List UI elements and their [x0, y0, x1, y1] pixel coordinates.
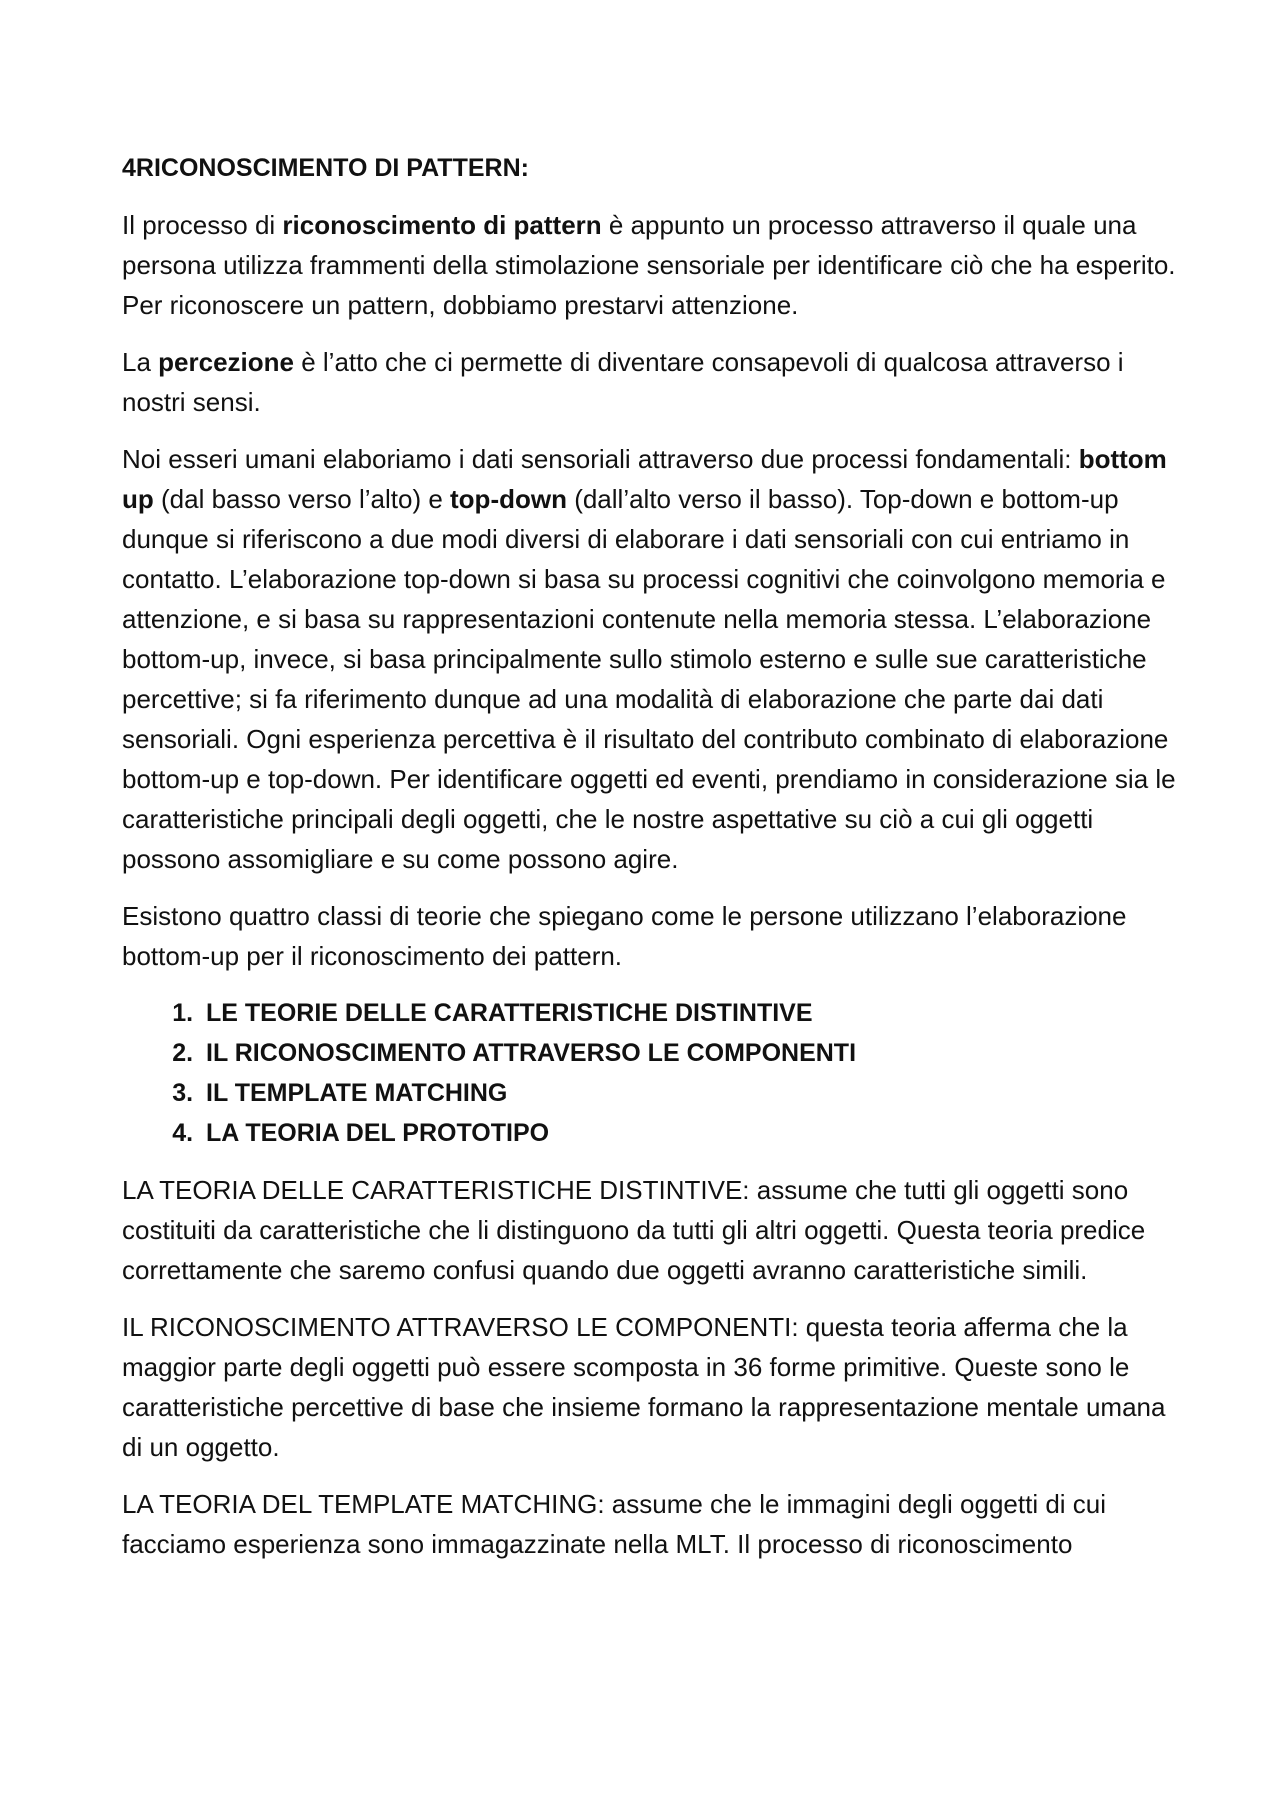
theories-list	[122, 993, 1184, 1153]
list-item: 3. IL TEMPLATE MATCHING	[200, 1073, 1184, 1113]
bold-term-bottom-up: bottom up	[122, 444, 1167, 514]
document-page	[122, 148, 1184, 1581]
bold-term-top-down: top-down	[450, 484, 567, 514]
text-run: è appunto un processo attraverso il quale una persona utilizza frammenti della stimolazione sensoriale per identificare ciò che ha esperito. Per riconoscere un pattern, dobbiamo prestarvi attenzione.	[122, 210, 1176, 320]
list-item: 4. LA TEORIA DEL PROTOTIPO	[200, 1113, 1184, 1153]
bold-term-pattern-recognition: riconoscimento di pattern	[282, 210, 602, 240]
paragraph-template-matching: LA TEORIA DEL TEMPLATE MATCHING: assume che le immagini degli oggetti di cui facciamo esperienza sono immagazzinate nella MLT. Il processo di riconoscimento	[122, 1489, 1107, 1559]
section-heading: 4RICONOSCIMENTO DI PATTERN:	[122, 154, 529, 182]
text-run: Noi esseri umani elaboriamo i dati sensoriali attraverso due processi fondamentali:	[122, 444, 1079, 474]
paragraph-bottom-up-top-down	[122, 439, 1184, 879]
paragraph-perception	[122, 342, 1184, 422]
paragraph-four-theories: Esistono quattro classi di teorie che spiegano come le persone utilizzano l’elaborazione bottom-up per il riconoscimento dei pattern.	[122, 901, 1127, 971]
text-run: Il processo di	[122, 210, 283, 240]
list-item: 2. IL RICONOSCIMENTO ATTRAVERSO LE COMPONENTI	[200, 1033, 1184, 1073]
paragraph-pattern-recognition	[122, 205, 1184, 325]
text-run: La	[122, 347, 159, 377]
list-item: 1. LE TEORIE DELLE CARATTERISTICHE DISTINTIVE	[200, 993, 1184, 1033]
paragraph-distinctive-features: LA TEORIA DELLE CARATTERISTICHE DISTINTIVE: assume che tutti gli oggetti sono costituiti da caratteristiche che li distinguono da tutti gli altri oggetti. Questa teoria predice correttamente che saremo confusi quando due oggetti avranno caratteristiche simili.	[122, 1175, 1146, 1285]
text-run: è l’atto che ci permette di diventare consapevoli di qualcosa attraverso i nostri sensi.	[122, 347, 1124, 417]
text-run: (dal basso verso l’alto) e	[153, 484, 451, 514]
text-run: (dall’alto verso il basso). Top-down e bottom-up dunque si riferiscono a due modi diversi di elaborare i dati sensoriali con cui entriamo in contatto. L’elaborazione top-down si basa su processi cognitivi che coinvolgono memoria e attenzione, e si basa su rappresentazioni contenute nella memoria stessa. L’elaborazione bottom-up, invece, si basa principalmente sullo stimolo esterno e sulle sue caratteristiche percettive; si fa riferimento dunque ad una modalità di elaborazione che parte dai dati sensoriali. Ogni esperienza percettiva è il risultato del contributo combinato di elaborazione bottom-up e top-down. Per identificare oggetti ed eventi, prendiamo in considerazione sia le caratteristiche principali degli oggetti, che le nostre aspettative su ciò a cui gli oggetti possono assomigliare e su come possono agire.	[122, 484, 1176, 874]
bold-term-perception: percezione	[158, 347, 294, 377]
paragraph-recognition-by-components: IL RICONOSCIMENTO ATTRAVERSO LE COMPONENTI: questa teoria afferma che la maggior parte degli oggetti può essere scomposta in 36 forme primitive. Queste sono le caratteristiche percettive di base che insieme formano la rappresentazione mentale umana di un oggetto.	[122, 1312, 1166, 1462]
